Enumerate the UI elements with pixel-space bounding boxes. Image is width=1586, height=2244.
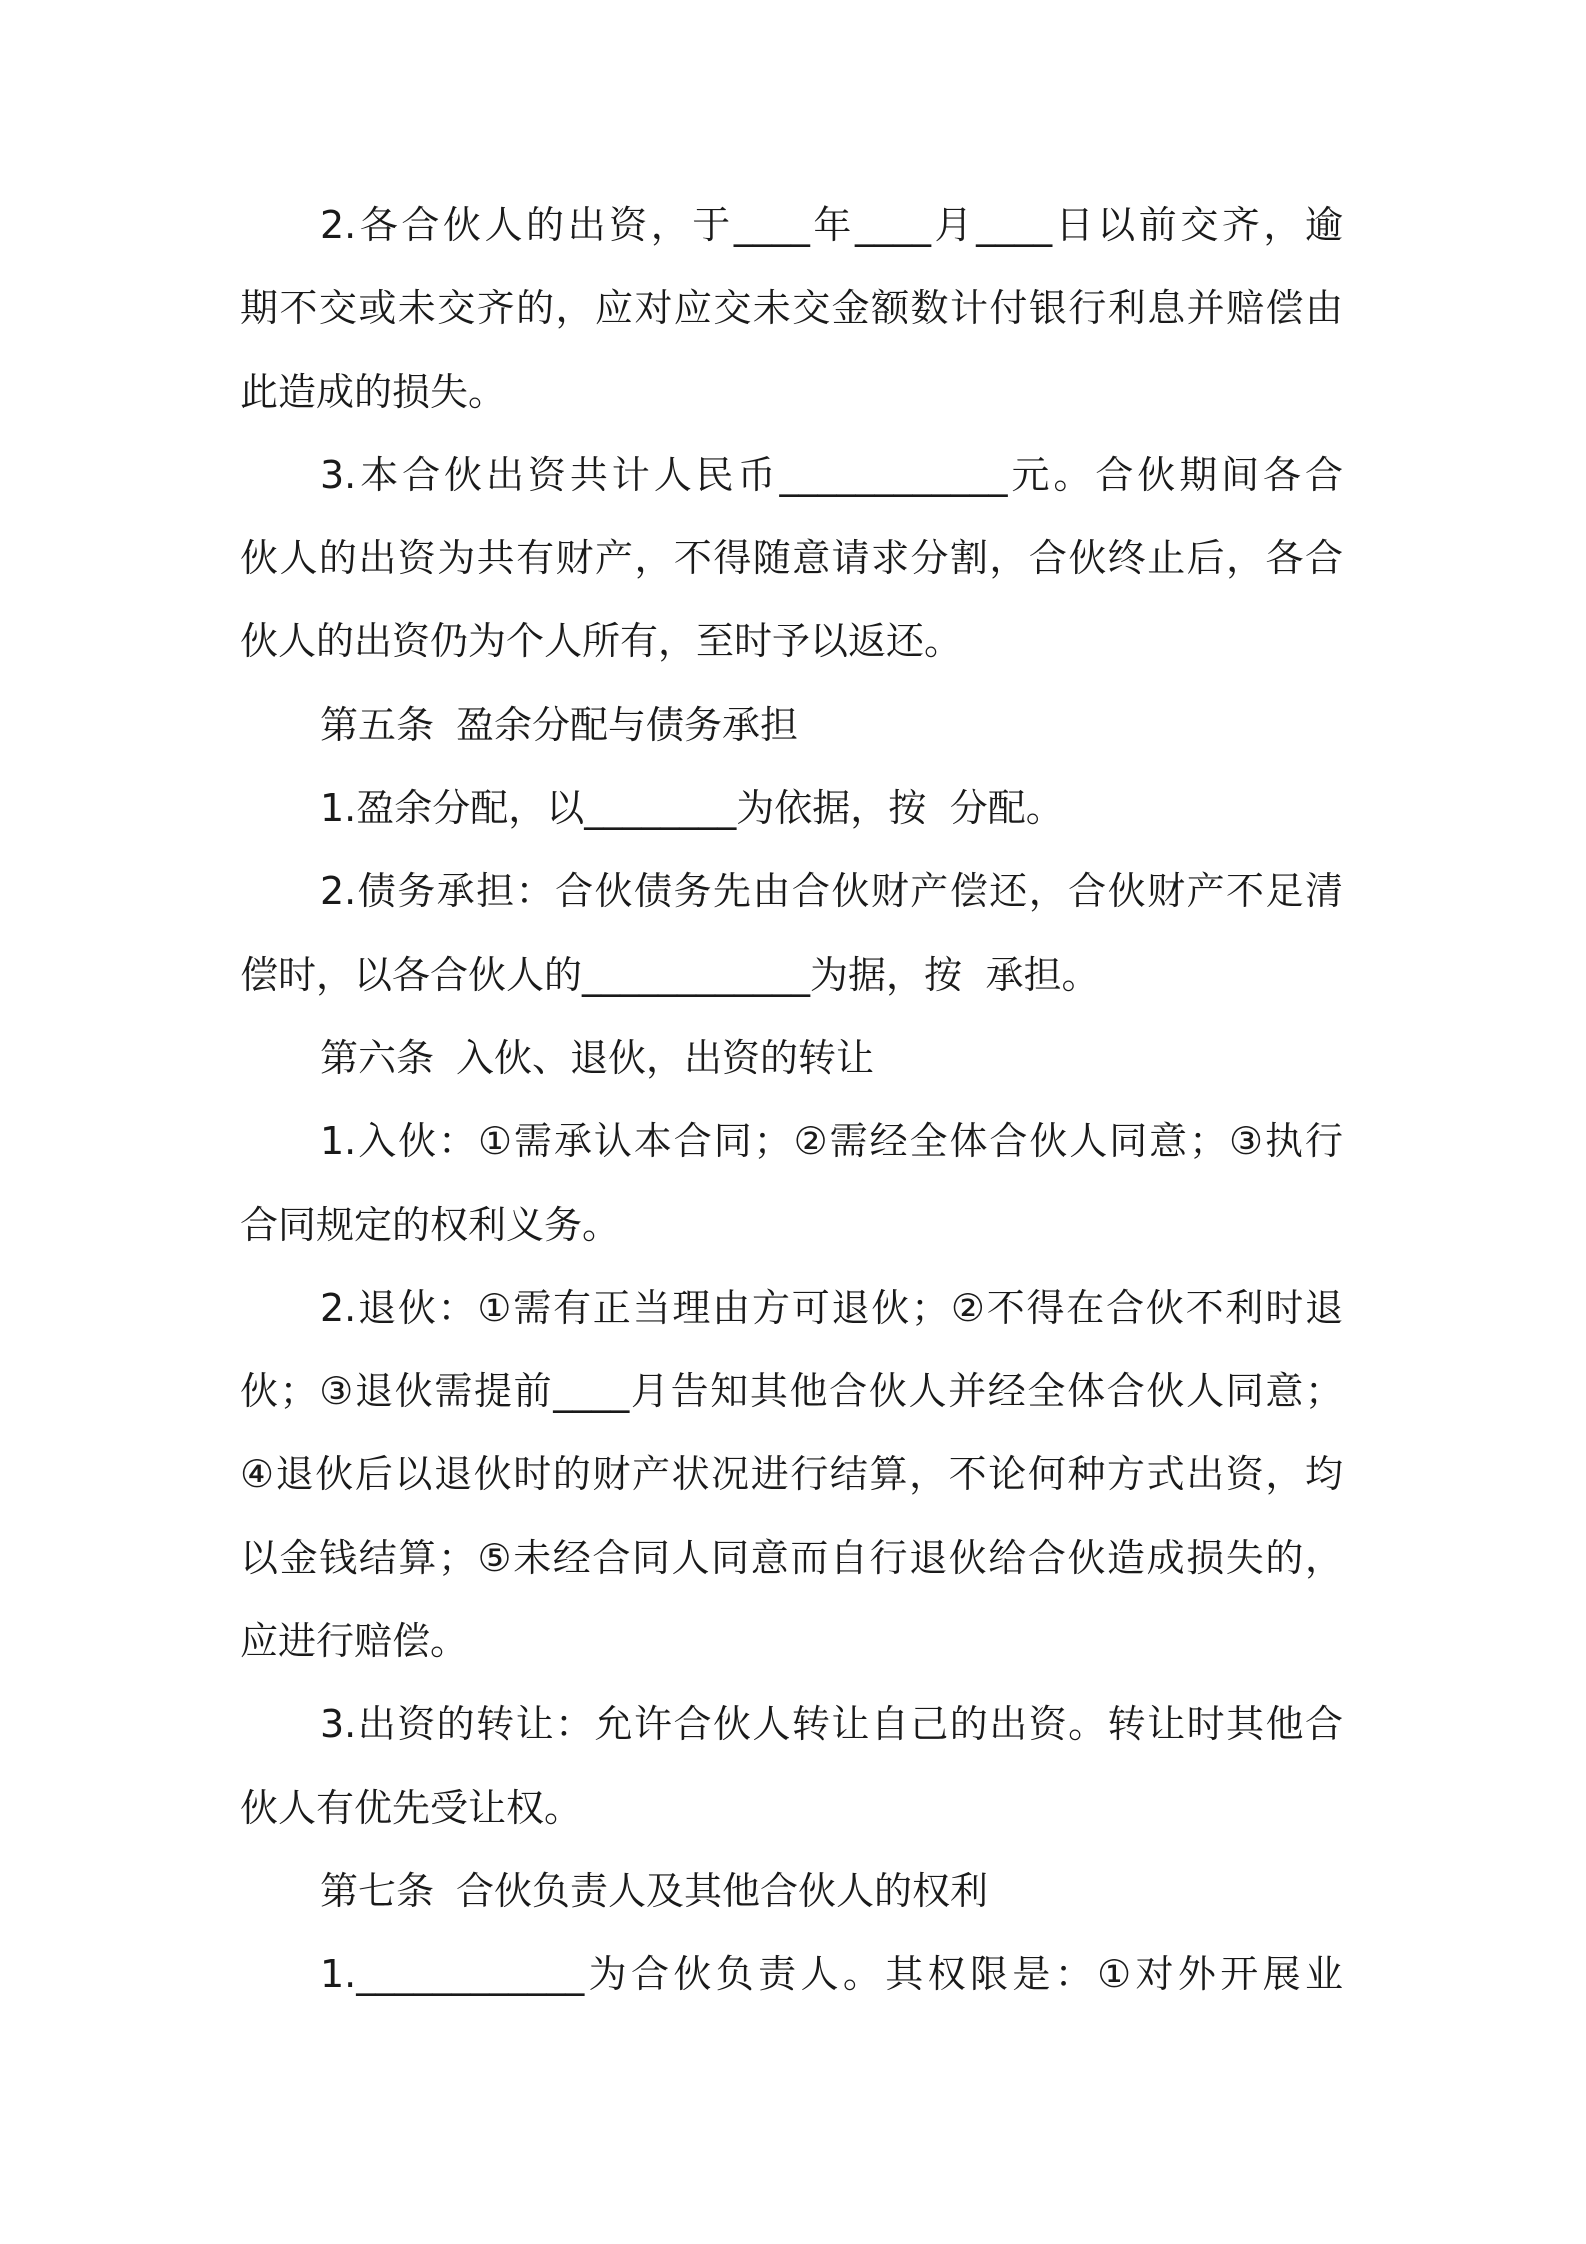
paragraph-line: ④退伙后以退伙时的财产状况进行结算，不论何种方式出资，均	[240, 1452, 1343, 1497]
paragraph-line: 伙人有优先受让权。	[240, 1785, 583, 1830]
article-heading	[240, 1850, 1343, 1933]
clause-paragraph	[240, 184, 1343, 434]
paragraph-line: 伙人的出资为共有财产，不得随意请求分割，合伙终止后，各合	[240, 536, 1343, 581]
paragraph-line: 合同规定的权利义务。	[240, 1202, 621, 1247]
article-number: 第六条	[320, 1035, 435, 1080]
clause-paragraph	[240, 1100, 1343, 1267]
paragraph-line: 1.入伙：①需承认本合同；②需经全体合伙人同意；③执行	[320, 1119, 1343, 1164]
article-title: 入伙、退伙，出资的转让	[456, 1035, 875, 1080]
clause-paragraph	[240, 850, 1343, 1017]
clause-paragraph	[240, 434, 1343, 684]
paragraph-line: 偿时，以各合伙人的____________为据，按 承担。	[240, 952, 1100, 997]
clause-paragraph	[240, 1267, 1343, 1683]
article-title: 盈余分配与债务承担	[456, 702, 799, 747]
paragraph-line: 伙；③退伙需提前____月告知其他合伙人并经全体合伙人同意；	[240, 1369, 1343, 1414]
paragraph-line: 2.各合伙人的出资，于____年____月____日以前交齐，逾	[320, 203, 1343, 247]
article-title: 合伙负责人及其他合伙人的权利	[456, 1868, 989, 1913]
clause-paragraph	[240, 1933, 1343, 2016]
paragraph-line: 1.盈余分配，以________为依据，按 分配。	[320, 786, 1064, 831]
clause-paragraph	[240, 767, 1343, 850]
paragraph-line: 此造成的损失。	[240, 369, 507, 414]
document-body	[240, 184, 1343, 2017]
paragraph-line: 伙人的出资仍为个人所有，至时予以返还。	[240, 619, 963, 664]
article-heading	[240, 684, 1343, 767]
paragraph-line: 3.本合伙出资共计人民币____________元。合伙期间各合	[320, 452, 1343, 497]
clause-paragraph	[240, 1683, 1343, 1850]
paragraph-line: 2.债务承担：合伙债务先由合伙财产偿还，合伙财产不足清	[320, 869, 1343, 914]
article-number: 第七条	[320, 1868, 435, 1913]
paragraph-line: 以金钱结算；⑤未经合同人同意而自行退伙给合伙造成损失的，	[240, 1535, 1343, 1580]
paragraph-line: 期不交或未交齐的，应对应交未交金额数计付银行利息并赔偿由	[240, 286, 1343, 331]
paragraph-line: 应进行赔偿。	[240, 1619, 469, 1664]
article-heading	[240, 1017, 1343, 1100]
paragraph-line: 3.出资的转让：允许合伙人转让自己的出资。转让时其他合	[320, 1702, 1343, 1747]
paragraph-line: 1.____________为合伙负责人。其权限是：①对外开展业	[320, 1952, 1343, 1997]
article-number: 第五条	[320, 702, 435, 747]
paragraph-line: 2.退伙：①需有正当理由方可退伙；②不得在合伙不利时退	[320, 1285, 1343, 1330]
